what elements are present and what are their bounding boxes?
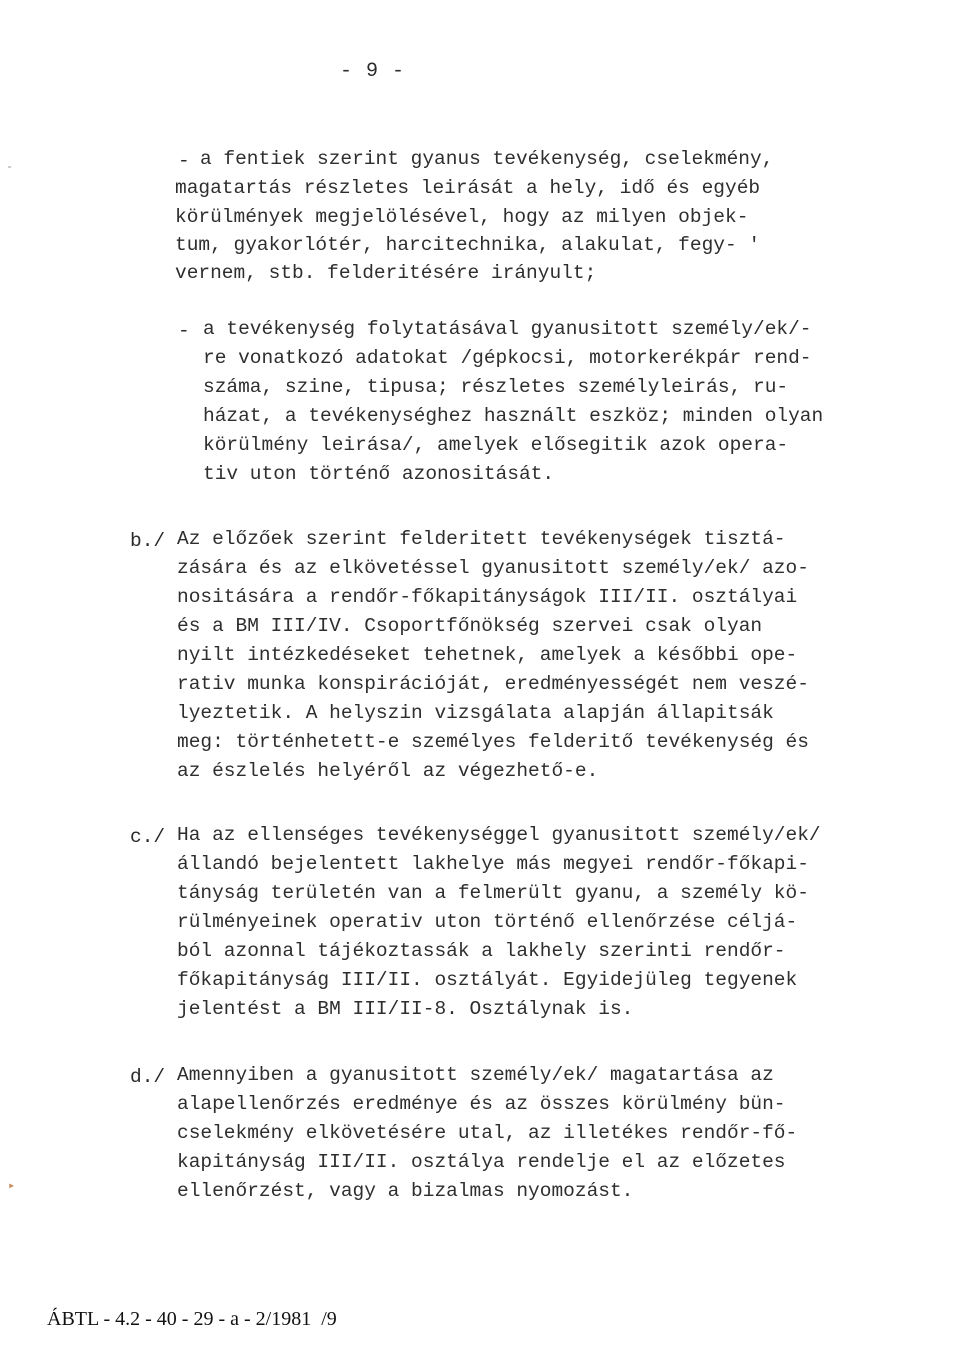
paragraph-1-line-4: tum, gyakorlótér, harcitechnika, alakulat, fegy- ' [175,234,761,256]
paragraph-b-line-4: és a BM III/IV. Csoportfőnökség szervei csak olyan [177,615,763,637]
paragraph-1-line-5: vernem, stb. felderitésére irányult; [175,262,597,284]
paragraph-b-marker: b./ [130,530,166,552]
paragraph-b-line-9: az észlelés helyéről az végezhető-e. [177,760,599,782]
paragraph-b-line-8: meg: történhetett-e személyes felderitő tevékenység és [177,731,809,753]
paragraph-d-line-1: Amennyiben a gyanusitott személy/ek/ magatartása az [177,1064,774,1086]
paragraph-c-line-6: főkapitányság III/II. osztályát. Egyidejüleg tegyenek [177,969,798,991]
paragraph-c-line-2: állandó bejelentett lakhelye más megyei rendőr-főkapi- [177,853,809,875]
paragraph-b-line-2: zására és az elkövetéssel gyanusitott személy/ek/ azo- [177,557,809,579]
paragraph-1-line-2: magatartás részletes leirását a hely, idő és egyéb [175,177,761,199]
paragraph-d-line-2: alapellenőrzés eredménye és az összes körülmény bün- [177,1093,786,1115]
paragraph-1-line-3: körülmények megjelölésével, hogy az milyen objek- [175,206,749,228]
paragraph-c-line-1: Ha az ellenséges tevékenységgel gyanusitott személy/ek/ [177,824,821,846]
paragraph-2-line-2: re vonatkozó adatokat /gépkocsi, motorkerékpár rend- [203,347,812,369]
paragraph-2-line-5: körülmény leirása/, amelyek elősegitik azok opera- [203,434,789,456]
paragraph-1-line-1: a fentiek szerint gyanus tevékenység, cselekmény, [200,148,774,170]
paragraph-2-line-3: száma, szine, tipusa; részletes személyleirás, ru- [203,376,789,398]
paragraph-2-line-4: házat, a tevékenységhez használt eszköz; minden olyan [203,405,824,427]
paragraph-d-line-3: cselekmény elkövetésére utal, az illetékes rendőr-fő- [177,1122,798,1144]
paragraph-c-line-5: ból azonnal tájékoztassák a lakhely szerinti rendőr- [177,940,786,962]
paragraph-b-line-7: lyeztetik. A helyszin vizsgálata alapján állapitsák [177,702,774,724]
paragraph-b-line-6: rativ munka konspirációját, eredményességét nem veszé- [177,673,809,695]
paragraph-2-line-1: a tevékenység folytatásával gyanusitott személy/ek/- [203,318,812,340]
paragraph-c-line-7: jelentést a BM III/II-8. Osztálynak is. [177,998,634,1020]
paragraph-d-line-5: ellenőrzést, vagy a bizalmas nyomozást. [177,1180,634,1202]
paragraph-2-line-6: tiv uton történő azonositását. [203,463,555,485]
margin-mark: - [6,160,14,174]
paragraph-d-marker: d./ [130,1066,166,1088]
paragraph-c-marker: c./ [130,826,166,848]
paragraph-b-line-5: nyilt intézkedéseket tehetnek, amelyek a későbbi ope- [177,644,798,666]
paragraph-d-line-4: kapitányság III/II. osztálya rendelje el az előzetes [177,1151,786,1173]
paragraph-c-line-3: tányság területén van a felmerült gyanu, a személy kö- [177,882,809,904]
page-number: - 9 - [340,60,406,83]
paragraph-b-line-3: nositására a rendőr-főkapitányságok III/II. osztályai [177,586,798,608]
paragraph-1-marker: - [178,150,190,172]
paragraph-b-line-1: Az előzőek szerint felderitett tevékenységek tisztá- [177,528,786,550]
archive-reference: ÁBTL - 4.2 - 40 - 29 - a - 2/1981 /9 [47,1308,337,1330]
paragraph-2-marker: - [178,320,190,342]
margin-arrow-icon: ▸ [8,1179,16,1193]
paragraph-c-line-4: rülményeinek operativ uton történő ellenőrzése céljá- [177,911,798,933]
